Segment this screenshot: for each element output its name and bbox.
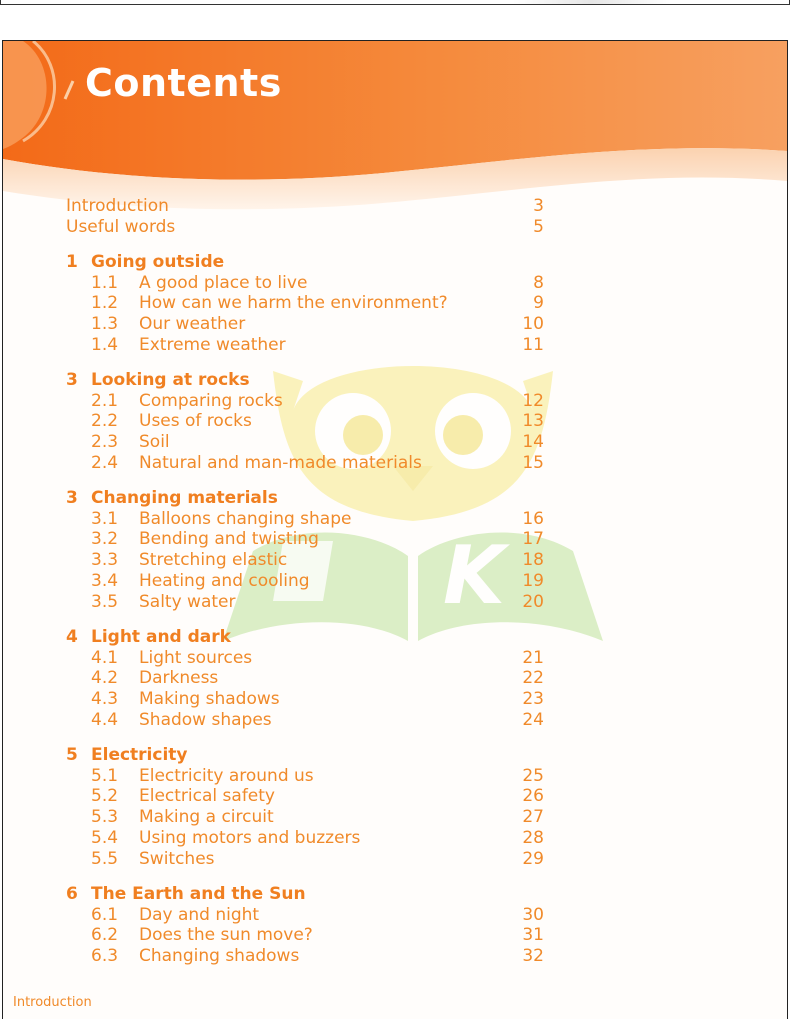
section-page: 25 xyxy=(522,765,544,786)
toc-section-entry[interactable] xyxy=(3,848,787,870)
chapter-title: Changing materials xyxy=(91,488,278,508)
chapter-heading[interactable] xyxy=(66,744,188,766)
section-label: Salty water xyxy=(139,591,236,612)
toc-section-entry[interactable] xyxy=(3,570,787,592)
section-number: 4.3 xyxy=(91,689,119,710)
toc-entry-label: Introduction xyxy=(66,196,169,216)
section-label: Extreme weather xyxy=(139,334,286,355)
contents-page xyxy=(2,40,788,1019)
section-page: 17 xyxy=(522,529,544,550)
section-label: Changing shadows xyxy=(139,946,300,967)
chapter-number: 3 xyxy=(66,370,78,390)
section-label: Making shadows xyxy=(139,689,280,710)
section-page: 18 xyxy=(522,550,544,571)
section-page: 11 xyxy=(522,334,544,355)
section-number: 5.4 xyxy=(91,827,119,848)
chapter-number: 3 xyxy=(66,488,78,508)
section-label: Day and night xyxy=(139,904,260,925)
toc-section-entry[interactable] xyxy=(3,452,787,474)
toc-section-entry[interactable] xyxy=(3,667,787,689)
section-number: 3.3 xyxy=(91,550,119,571)
section-label: How can we harm the environment? xyxy=(139,293,448,314)
toc-section-entry[interactable] xyxy=(3,806,787,828)
section-page: 19 xyxy=(522,570,544,591)
section-page: 26 xyxy=(522,786,544,807)
section-page: 15 xyxy=(522,452,544,473)
section-page: 13 xyxy=(522,411,544,432)
section-label: Soil xyxy=(139,432,170,453)
section-number: 2.3 xyxy=(91,432,119,453)
toc-section-entry[interactable] xyxy=(3,945,787,967)
section-page: 9 xyxy=(533,293,544,314)
toc-entry[interactable] xyxy=(3,195,787,217)
section-number: 1.2 xyxy=(91,293,119,314)
section-page: 12 xyxy=(522,390,544,411)
section-number: 6.3 xyxy=(91,946,119,967)
section-page: 32 xyxy=(522,946,544,967)
section-number: 5.5 xyxy=(91,848,119,869)
section-label: Does the sun move? xyxy=(139,925,313,946)
section-label: Electrical safety xyxy=(139,786,275,807)
section-page: 31 xyxy=(522,925,544,946)
toc-section-entry[interactable] xyxy=(3,410,787,432)
chapter-heading[interactable] xyxy=(66,883,306,905)
toc-section-entry[interactable] xyxy=(3,904,787,926)
section-number: 3.4 xyxy=(91,570,119,591)
section-number: 5.2 xyxy=(91,786,119,807)
toc-section-entry[interactable] xyxy=(3,390,787,412)
section-page: 29 xyxy=(522,848,544,869)
toc-section-entry[interactable] xyxy=(3,549,787,571)
toc-section-entry[interactable] xyxy=(3,591,787,613)
section-number: 2.4 xyxy=(91,452,119,473)
toc-entry-label: Useful words xyxy=(66,217,176,237)
section-number: 4.2 xyxy=(91,668,119,689)
toc-section-entry[interactable] xyxy=(3,431,787,453)
section-label: Light sources xyxy=(139,647,253,668)
toc-section-entry[interactable] xyxy=(3,688,787,710)
section-number: 5.3 xyxy=(91,807,119,828)
section-number: 6.1 xyxy=(91,904,119,925)
section-label: Electricity around us xyxy=(139,765,314,786)
section-number: 1.3 xyxy=(91,314,119,335)
chapter-title: The Earth and the Sun xyxy=(91,884,306,904)
toc-section-entry[interactable] xyxy=(3,647,787,669)
section-page: 22 xyxy=(522,668,544,689)
toc-section-entry[interactable] xyxy=(3,313,787,335)
section-page: 8 xyxy=(533,272,544,293)
section-page: 30 xyxy=(522,904,544,925)
section-page: 14 xyxy=(522,432,544,453)
section-page: 20 xyxy=(522,591,544,612)
section-label: Balloons changing shape xyxy=(139,508,352,529)
toc-section-entry[interactable] xyxy=(3,785,787,807)
chapter-number: 4 xyxy=(66,627,78,647)
toc-section-entry[interactable] xyxy=(3,508,787,530)
section-label: Shadow shapes xyxy=(139,709,272,730)
chapter-title: Looking at rocks xyxy=(91,370,250,390)
section-label: Darkness xyxy=(139,668,219,689)
section-label: A good place to live xyxy=(139,272,308,293)
toc-entry-page: 3 xyxy=(533,196,544,216)
section-label: Stretching elastic xyxy=(139,550,288,571)
previous-page-edge xyxy=(0,0,790,5)
section-number: 3.5 xyxy=(91,591,119,612)
toc-entry[interactable] xyxy=(3,216,787,238)
table-of-contents xyxy=(3,41,787,1019)
chapter-heading[interactable] xyxy=(66,487,278,509)
section-label: Bending and twisting xyxy=(139,529,319,550)
toc-section-entry[interactable] xyxy=(3,924,787,946)
section-number: 6.2 xyxy=(91,925,119,946)
section-label: Making a circuit xyxy=(139,807,274,828)
toc-section-entry[interactable] xyxy=(3,528,787,550)
section-label: Natural and man-made materials xyxy=(139,452,422,473)
section-number: 1.4 xyxy=(91,334,119,355)
section-number: 5.1 xyxy=(91,765,119,786)
toc-section-entry[interactable] xyxy=(3,334,787,356)
chapter-heading[interactable] xyxy=(66,626,231,648)
section-number: 3.1 xyxy=(91,508,119,529)
toc-section-entry[interactable] xyxy=(3,272,787,294)
toc-section-entry[interactable] xyxy=(3,292,787,314)
section-page: 16 xyxy=(522,508,544,529)
chapter-number: 5 xyxy=(66,745,78,765)
chapter-number: 6 xyxy=(66,884,78,904)
section-number: 4.4 xyxy=(91,709,119,730)
section-page: 28 xyxy=(522,827,544,848)
chapter-heading[interactable] xyxy=(66,369,250,391)
section-label: Heating and cooling xyxy=(139,570,310,591)
section-label: Our weather xyxy=(139,314,246,335)
section-page: 24 xyxy=(522,709,544,730)
chapter-title: Light and dark xyxy=(91,627,231,647)
section-number: 2.2 xyxy=(91,411,119,432)
section-page: 21 xyxy=(522,647,544,668)
section-label: Switches xyxy=(139,848,215,869)
page-title: Contents xyxy=(85,61,282,105)
section-page: 27 xyxy=(522,807,544,828)
toc-entry-page: 5 xyxy=(533,217,544,237)
section-number: 1.1 xyxy=(91,272,119,293)
chapter-title: Going outside xyxy=(91,252,225,272)
toc-section-entry[interactable] xyxy=(3,765,787,787)
section-label: Using motors and buzzers xyxy=(139,827,361,848)
section-page: 10 xyxy=(522,314,544,335)
toc-section-entry[interactable] xyxy=(3,827,787,849)
chapter-number: 1 xyxy=(66,252,78,272)
section-number: 4.1 xyxy=(91,647,119,668)
chapter-heading[interactable] xyxy=(66,251,224,273)
running-footer: Introduction xyxy=(13,995,92,1010)
watermark-letter: K xyxy=(443,529,505,622)
section-number: 2.1 xyxy=(91,390,119,411)
section-label: Uses of rocks xyxy=(139,411,252,432)
chapter-title: Electricity xyxy=(91,745,188,765)
section-page: 23 xyxy=(522,689,544,710)
section-label: Comparing rocks xyxy=(139,390,283,411)
section-number: 3.2 xyxy=(91,529,119,550)
toc-section-entry[interactable] xyxy=(3,709,787,731)
